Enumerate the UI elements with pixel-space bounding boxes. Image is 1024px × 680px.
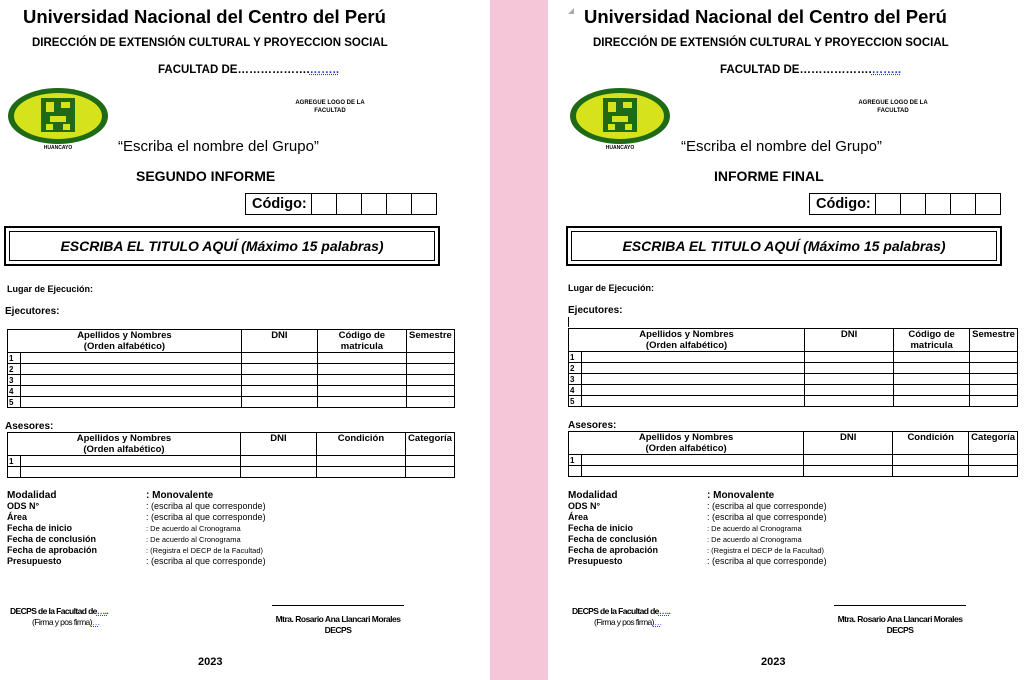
table-cell[interactable] bbox=[582, 385, 805, 396]
table-cell[interactable] bbox=[805, 374, 894, 385]
header-code: Código de matricula bbox=[894, 329, 970, 352]
decps-signature-block bbox=[830, 605, 970, 636]
table-cell[interactable] bbox=[405, 467, 454, 478]
text-cursor bbox=[568, 317, 569, 327]
header-dni: DNI bbox=[240, 433, 316, 456]
detail-key: Fecha de aprobación bbox=[568, 545, 659, 555]
detail-value[interactable]: : (escriba al que corresponde) bbox=[146, 556, 266, 566]
row-number: 1 bbox=[8, 456, 21, 467]
row-number: 5 bbox=[569, 396, 582, 407]
code-cell bbox=[976, 194, 1000, 214]
table-cell[interactable] bbox=[21, 467, 241, 478]
table-cell[interactable] bbox=[970, 396, 1018, 407]
table-cell[interactable] bbox=[241, 353, 317, 364]
detail-row bbox=[7, 501, 266, 512]
table-row bbox=[8, 353, 455, 364]
table-cell[interactable] bbox=[406, 386, 454, 397]
detail-key: ODS N° bbox=[7, 501, 40, 511]
table-row bbox=[8, 456, 455, 467]
report-type: INFORME FINAL bbox=[714, 168, 824, 184]
row-number: 5 bbox=[8, 397, 21, 408]
header-names: Apellidos y Nombres (Orden alfabético) bbox=[8, 433, 241, 456]
header-semester: Semestre bbox=[406, 330, 454, 353]
row-number: 3 bbox=[8, 375, 21, 386]
table-cell[interactable] bbox=[894, 352, 970, 363]
code-label: Código: bbox=[810, 194, 876, 214]
project-details bbox=[568, 490, 827, 567]
signer-name: Mtra. Rosario Ana Llancari Morales bbox=[275, 614, 401, 624]
table-cell[interactable] bbox=[21, 397, 242, 408]
faculty-signature-block: DECPS de la Facultad de….. (Firma y pos firma)… bbox=[10, 606, 109, 627]
table-cell[interactable] bbox=[241, 364, 317, 375]
university-logo-icon bbox=[568, 86, 672, 152]
detail-row bbox=[568, 523, 827, 534]
table-cell[interactable] bbox=[582, 352, 805, 363]
detail-value[interactable]: : (escriba al que corresponde) bbox=[707, 501, 827, 511]
table-cell[interactable] bbox=[804, 455, 893, 466]
direction-name: DIRECCIÓN DE EXTENSIÓN CULTURAL Y PROYECCION SOCIAL bbox=[593, 37, 949, 49]
table-cell[interactable] bbox=[582, 374, 805, 385]
table-cell[interactable] bbox=[582, 466, 804, 477]
table-cell[interactable] bbox=[405, 456, 454, 467]
table-row bbox=[8, 386, 455, 397]
executors-table bbox=[568, 328, 1018, 407]
row-number: 4 bbox=[8, 386, 21, 397]
table-cell[interactable] bbox=[316, 456, 405, 467]
table-cell[interactable] bbox=[8, 467, 21, 478]
table-cell[interactable] bbox=[21, 456, 241, 467]
table-cell[interactable] bbox=[317, 353, 406, 364]
table-cell[interactable] bbox=[969, 466, 1018, 477]
detail-value[interactable]: : (escriba al que corresponde) bbox=[707, 556, 827, 566]
detail-row bbox=[568, 512, 827, 523]
table-cell[interactable] bbox=[805, 396, 894, 407]
executors-table bbox=[7, 329, 455, 408]
advisors-label: Asesores: bbox=[5, 421, 54, 432]
table-cell[interactable] bbox=[970, 385, 1018, 396]
page-divider bbox=[490, 0, 548, 680]
year: 2023 bbox=[761, 656, 786, 668]
detail-key: Fecha de inicio bbox=[568, 523, 634, 533]
code-cell bbox=[901, 194, 926, 214]
logo-placeholder-note: AGREGUE LOGO DE LA FACULTAD bbox=[295, 100, 365, 114]
header-condition: Condición bbox=[893, 432, 969, 455]
detail-value[interactable]: : (escriba al que corresponde) bbox=[707, 512, 827, 522]
title-box bbox=[566, 226, 1002, 266]
table-cell[interactable] bbox=[241, 386, 317, 397]
detail-key: Modalidad bbox=[7, 490, 57, 501]
code-cell bbox=[337, 194, 362, 214]
table-row bbox=[569, 466, 1018, 477]
header-names: Apellidos y Nombres (Orden alfabético) bbox=[569, 432, 804, 455]
code-cell bbox=[362, 194, 387, 214]
detail-row bbox=[568, 501, 827, 512]
table-cell[interactable] bbox=[582, 396, 805, 407]
detail-row bbox=[7, 545, 266, 556]
university-logo-icon bbox=[6, 86, 110, 152]
signer-role: DECPS bbox=[324, 625, 352, 635]
place-label: Lugar de Ejecución: bbox=[7, 284, 94, 294]
table-cell[interactable] bbox=[894, 396, 970, 407]
university-name: Universidad Nacional del Centro del Perú bbox=[23, 6, 386, 27]
table-cell[interactable] bbox=[241, 397, 317, 408]
detail-key: Fecha de inicio bbox=[7, 523, 73, 533]
table-cell[interactable] bbox=[21, 386, 242, 397]
table-cell[interactable] bbox=[317, 386, 406, 397]
table-cell[interactable] bbox=[893, 455, 969, 466]
detail-row bbox=[7, 534, 266, 545]
document-page-segundo-informe bbox=[0, 0, 490, 680]
detail-value[interactable]: : (escriba al que corresponde) bbox=[146, 512, 266, 522]
table-cell[interactable] bbox=[893, 466, 969, 477]
table-cell[interactable] bbox=[969, 455, 1018, 466]
table-row bbox=[8, 364, 455, 375]
table-cell[interactable] bbox=[569, 466, 582, 477]
table-header-row bbox=[8, 433, 455, 456]
detail-row bbox=[7, 523, 266, 534]
table-cell[interactable] bbox=[240, 456, 316, 467]
table-cell[interactable] bbox=[21, 375, 242, 386]
detail-key: Presupuesto bbox=[7, 556, 62, 566]
table-row bbox=[8, 375, 455, 386]
table-header-row bbox=[569, 432, 1018, 455]
signer-name: Mtra. Rosario Ana Llancari Morales bbox=[837, 614, 963, 624]
year: 2023 bbox=[198, 656, 223, 668]
header-semester: Semestre bbox=[970, 329, 1018, 352]
table-cell[interactable] bbox=[804, 466, 893, 477]
table-cell[interactable] bbox=[894, 385, 970, 396]
table-cell[interactable] bbox=[406, 364, 454, 375]
title-box bbox=[4, 226, 440, 266]
detail-value[interactable]: : (Registra el DECP de la Facultad) bbox=[146, 546, 263, 555]
table-row bbox=[569, 363, 1018, 374]
signature-line bbox=[834, 605, 966, 606]
detail-row bbox=[7, 490, 266, 501]
table-row bbox=[569, 352, 1018, 363]
detail-value[interactable]: : (escriba al que corresponde) bbox=[146, 501, 266, 511]
faculty-signature-block: DECPS de la Facultad de….. (Firma y pos firma)… bbox=[572, 606, 671, 627]
project-details bbox=[7, 490, 266, 567]
table-row bbox=[8, 467, 455, 478]
code-cell bbox=[412, 194, 436, 214]
detail-row bbox=[568, 556, 827, 567]
table-cell[interactable] bbox=[970, 374, 1018, 385]
detail-value[interactable]: : Monovalente bbox=[707, 490, 775, 501]
group-name: “Escriba el nombre del Grupo” bbox=[118, 138, 319, 155]
table-row bbox=[8, 397, 455, 408]
row-number: 1 bbox=[569, 455, 582, 466]
report-type: SEGUNDO INFORME bbox=[136, 168, 276, 184]
table-cell[interactable] bbox=[241, 375, 317, 386]
executors-label: Ejecutores: bbox=[568, 305, 623, 316]
group-name: “Escriba el nombre del Grupo” bbox=[681, 138, 882, 155]
table-header-row bbox=[569, 329, 1018, 352]
university-name: Universidad Nacional del Centro del Perú bbox=[584, 6, 947, 27]
detail-key: Modalidad bbox=[568, 490, 618, 501]
table-cell[interactable] bbox=[317, 397, 406, 408]
table-cell[interactable] bbox=[805, 363, 894, 374]
code-cell bbox=[926, 194, 951, 214]
table-cell[interactable] bbox=[970, 363, 1018, 374]
detail-row bbox=[7, 556, 266, 567]
row-number: 2 bbox=[8, 364, 21, 375]
table-cell[interactable] bbox=[582, 363, 805, 374]
table-cell[interactable] bbox=[240, 467, 316, 478]
advisors-table bbox=[568, 431, 1018, 477]
code-cell bbox=[387, 194, 412, 214]
signer-role: DECPS bbox=[886, 625, 914, 635]
table-cell[interactable] bbox=[805, 385, 894, 396]
title-placeholder: ESCRIBA EL TITULO AQUÍ (Máximo 15 palabras) bbox=[9, 231, 435, 261]
code-field bbox=[245, 193, 437, 215]
table-row bbox=[569, 385, 1018, 396]
header-dni: DNI bbox=[241, 330, 317, 353]
detail-key: Presupuesto bbox=[568, 556, 623, 566]
header-category: Categoría bbox=[405, 433, 454, 456]
table-row bbox=[569, 374, 1018, 385]
header-condition: Condición bbox=[316, 433, 405, 456]
table-cell[interactable] bbox=[805, 352, 894, 363]
table-cell[interactable] bbox=[21, 364, 242, 375]
table-cell[interactable] bbox=[316, 467, 405, 478]
logo-placeholder-note: AGREGUE LOGO DE LA FACULTAD bbox=[858, 100, 928, 114]
code-field bbox=[809, 193, 1001, 215]
header-names: Apellidos y Nombres (Orden alfabético) bbox=[8, 330, 242, 353]
table-cell[interactable] bbox=[582, 455, 804, 466]
table-row bbox=[569, 396, 1018, 407]
header-dni: DNI bbox=[805, 329, 894, 352]
table-cell[interactable] bbox=[21, 353, 242, 364]
svg-text:HUANCAYO: HUANCAYO bbox=[43, 145, 73, 151]
detail-key: Fecha de conclusión bbox=[568, 534, 658, 544]
detail-row bbox=[568, 490, 827, 501]
table-cell[interactable] bbox=[406, 397, 454, 408]
decps-signature-block bbox=[268, 605, 408, 636]
document-page-informe-final bbox=[548, 0, 1024, 680]
advisors-table bbox=[7, 432, 455, 478]
title-placeholder: ESCRIBA EL TITULO AQUÍ (Máximo 15 palabras) bbox=[571, 231, 997, 261]
signature-line bbox=[272, 605, 404, 606]
detail-value[interactable]: : De acuerdo al Cronograma bbox=[146, 524, 241, 533]
place-label: Lugar de Ejecución: bbox=[568, 283, 655, 293]
svg-text:HUANCAYO: HUANCAYO bbox=[605, 145, 635, 151]
table-cell[interactable] bbox=[406, 375, 454, 386]
table-cell[interactable] bbox=[317, 364, 406, 375]
code-cell bbox=[876, 194, 901, 214]
row-number: 2 bbox=[569, 363, 582, 374]
header-names: Apellidos y Nombres (Orden alfabético) bbox=[569, 329, 805, 352]
row-number: 1 bbox=[569, 352, 582, 363]
row-number: 3 bbox=[569, 374, 582, 385]
corner-marker-icon bbox=[568, 8, 574, 14]
detail-value[interactable]: : (Registra el DECP de la Facultad) bbox=[707, 546, 824, 555]
detail-key: Área bbox=[568, 512, 589, 522]
detail-key: ODS N° bbox=[568, 501, 601, 511]
detail-key: Área bbox=[7, 512, 28, 522]
detail-row bbox=[568, 545, 827, 556]
table-cell[interactable] bbox=[317, 375, 406, 386]
detail-value[interactable]: : Monovalente bbox=[146, 490, 214, 501]
faculty-line: FACULTAD DE……………….…….. bbox=[720, 64, 902, 76]
table-cell[interactable] bbox=[970, 352, 1018, 363]
detail-row bbox=[568, 534, 827, 545]
detail-value[interactable]: : De acuerdo al Cronograma bbox=[146, 535, 241, 544]
header-category: Categoría bbox=[969, 432, 1018, 455]
code-label: Código: bbox=[246, 194, 312, 214]
table-cell[interactable] bbox=[894, 363, 970, 374]
table-header-row bbox=[8, 330, 455, 353]
advisors-label: Asesores: bbox=[568, 420, 617, 431]
header-code: Código de matricula bbox=[317, 330, 406, 353]
detail-value[interactable]: : De acuerdo al Cronograma bbox=[707, 524, 802, 533]
table-row bbox=[569, 455, 1018, 466]
row-number: 1 bbox=[8, 353, 21, 364]
table-cell[interactable] bbox=[894, 374, 970, 385]
detail-key: Fecha de conclusión bbox=[7, 534, 97, 544]
header-dni: DNI bbox=[804, 432, 893, 455]
faculty-line: FACULTAD DE……………….…….. bbox=[158, 64, 340, 76]
code-cell bbox=[951, 194, 976, 214]
detail-value[interactable]: : De acuerdo al Cronograma bbox=[707, 535, 802, 544]
detail-key: Fecha de aprobación bbox=[7, 545, 98, 555]
direction-name: DIRECCIÓN DE EXTENSIÓN CULTURAL Y PROYECCION SOCIAL bbox=[32, 37, 388, 49]
code-cell bbox=[312, 194, 337, 214]
detail-row bbox=[7, 512, 266, 523]
executors-label: Ejecutores: bbox=[5, 306, 60, 317]
table-cell[interactable] bbox=[406, 353, 454, 364]
row-number: 4 bbox=[569, 385, 582, 396]
